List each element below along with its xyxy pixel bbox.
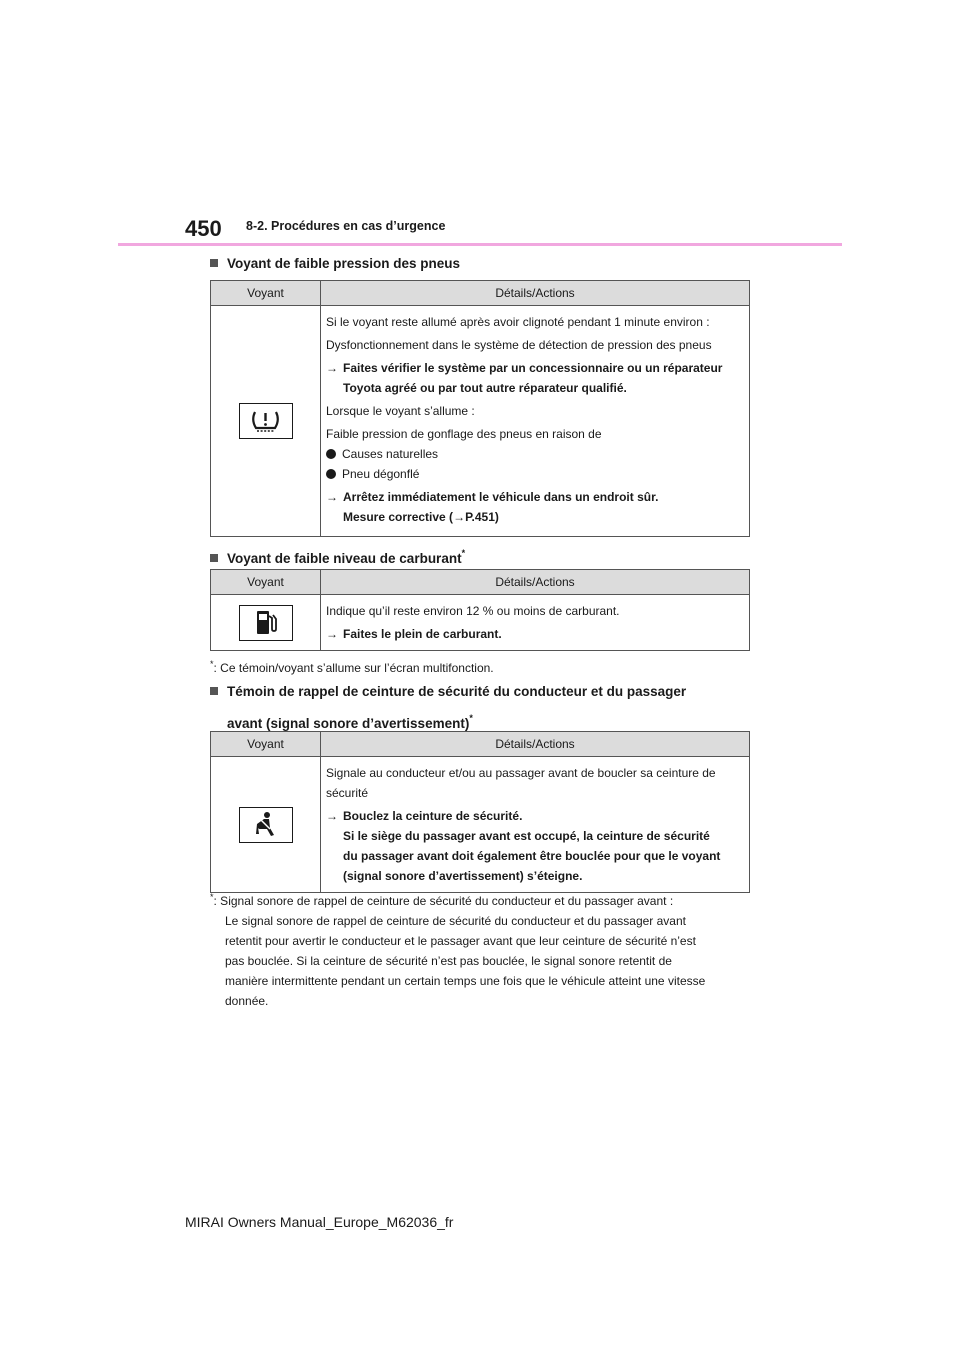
- footer-document-id: MIRAI Owners Manual_Europe_M62036_fr: [185, 1214, 454, 1230]
- column-header-details: Détails/Actions: [321, 732, 750, 757]
- seatbelt-reminder-icon: [239, 807, 293, 843]
- section-title-seatbelt: Témoin de rappel de ceinture de sécurité du conducteur et du passager avant (signal sonore d’avertissement)*: [210, 680, 686, 736]
- details-cell: Si le voyant reste allumé après avoir clignoté pendant 1 minute environ : Dysfonctionnement dans le système de détection de pression des pneus → Faites vérifier le système par un concessionnaire ou un réparateur Toyota agréé ou par tout autre réparateur qualifié. Lorsque le voyant s’allume : Faible pression de gonflage des pneus en raison de Causes naturelles Pneu dégonflé → Arrêtez immédiatement le véhicule dans un endroit sûr. Mesure corrective (→P.451): [321, 306, 750, 537]
- bullet-item: Pneu dégonflé: [326, 464, 743, 484]
- action-line: → Bouclez la ceinture de sécurité. Si le siège du passager avant est occupé, la ceinture de sécurité du passager avant doit également être bouclée pour que le voyant (signal sonore d’avertissement) s’éteigne.: [326, 809, 721, 883]
- action-line: → Faites vérifier le système par un concessionnaire ou un réparateur Toyota agréé ou par tout autre réparateur qualifié.: [326, 361, 723, 395]
- bullet-dot-icon: [326, 449, 336, 459]
- footnote-seatbelt: *: Signal sonore de rappel de ceinture de sécurité du conducteur et du passager avant : Le signal sonore de rappel de ceinture de sécurité du conducteur et du passager avant retentit pour avertir le conducteur et le passager avant que leur ceinture de sécurité n’est pas bouclée. Si la ceinture de sécurité n’est pas bouclée, le signal sonore retentit de manière intermittente pendant un certain temps une fois que le véhicule atteint une vitesse donnée.: [210, 892, 706, 1008]
- column-header-details: Détails/Actions: [321, 281, 750, 306]
- fuel-table: [210, 569, 750, 651]
- page-number: 450: [185, 216, 222, 241]
- page-reference-link[interactable]: P.451): [465, 510, 499, 524]
- icon-cell: [211, 757, 321, 893]
- bullet-dot-icon: [326, 469, 336, 479]
- column-header-voyant: Voyant: [211, 732, 321, 757]
- action-line: → Arrêtez immédiatement le véhicule dans un endroit sûr. Mesure corrective (→P.451): [326, 490, 659, 524]
- chapter-title: 8-2. Procédures en cas d’urgence: [246, 219, 446, 233]
- section-square-icon: [210, 259, 218, 267]
- action-line: → Faites le plein de carburant.: [326, 627, 502, 641]
- section-square-icon: [210, 687, 218, 695]
- header-rule: [118, 243, 842, 246]
- bullet-item: Causes naturelles: [326, 444, 743, 464]
- icon-cell: [211, 306, 321, 537]
- fuel-pump-icon: [239, 605, 293, 641]
- icon-cell: [211, 595, 321, 651]
- footnote-fuel: *: Ce témoin/voyant s’allume sur l’écran multifonction.: [210, 659, 494, 675]
- tire-pressure-warning-icon: [239, 403, 293, 439]
- tire-pressure-table: [210, 280, 750, 537]
- details-cell: Indique qu’il reste environ 12 % ou moins de carburant. → Faites le plein de carburant.: [321, 595, 750, 651]
- column-header-voyant: Voyant: [211, 570, 321, 595]
- seatbelt-table: [210, 731, 750, 893]
- column-header-voyant: Voyant: [211, 281, 321, 306]
- section-title-tire-pressure: Voyant de faible pression des pneus: [210, 252, 460, 276]
- column-header-details: Détails/Actions: [321, 570, 750, 595]
- section-title-fuel: Voyant de faible niveau de carburant*: [210, 541, 465, 571]
- details-cell: Signale au conducteur et/ou au passager avant de boucler sa ceinture de sécurité → Bouclez la ceinture de sécurité. Si le siège du passager avant est occupé, la ceinture de sécurité du passager avant doit également être bouclée pour que le voyant (signal sonore d’avertissement) s’éteigne.: [321, 757, 750, 893]
- section-square-icon: [210, 554, 218, 562]
